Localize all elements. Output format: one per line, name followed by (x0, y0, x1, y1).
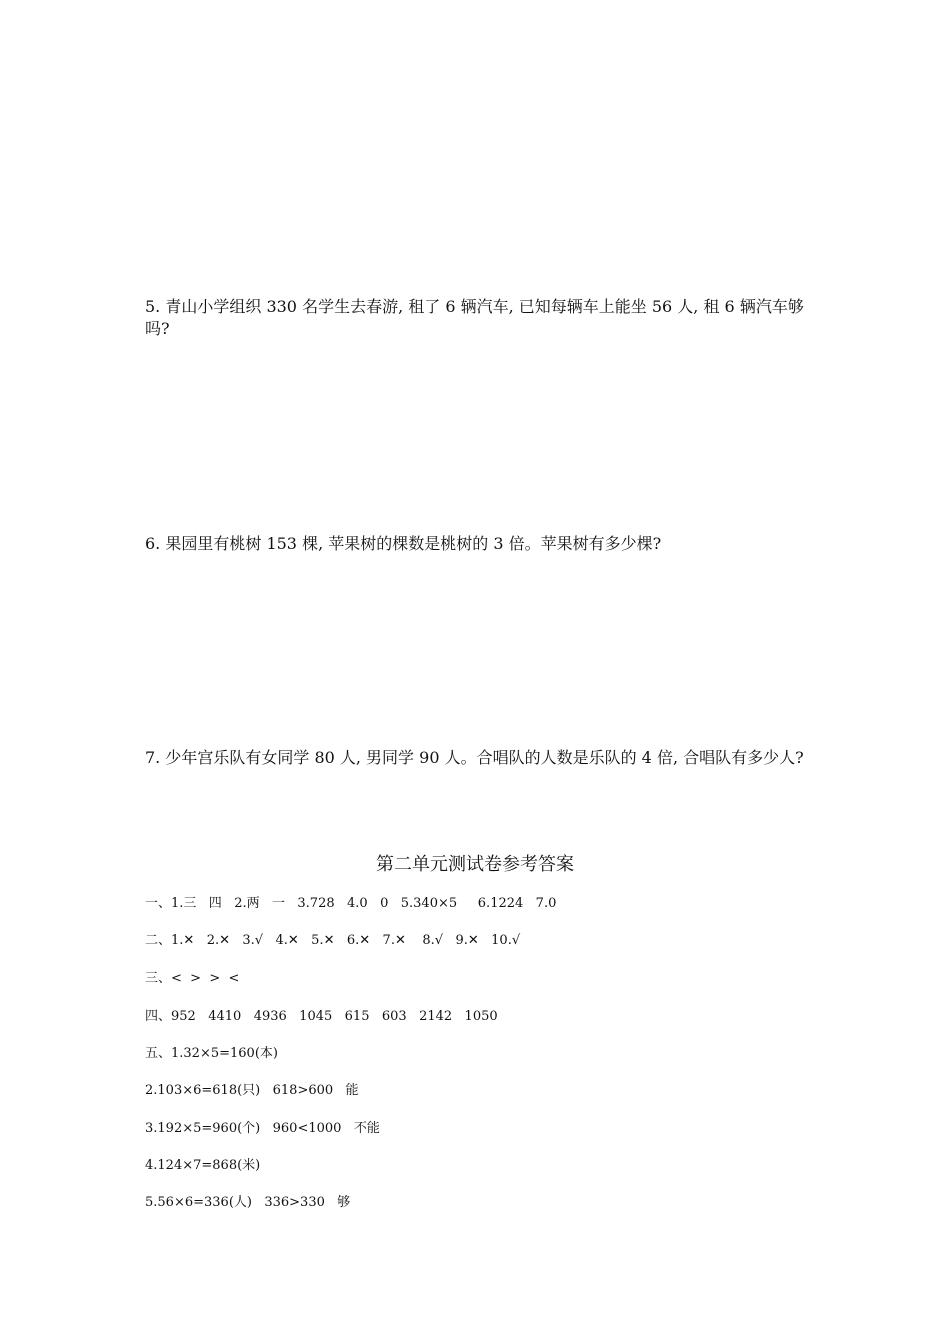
answer-line: 五、1.32×5=160(本) (145, 1046, 278, 1061)
question-7: 7. 少年宫乐队有女同学 80 人, 男同学 90 人。合唱队的人数是乐队的 4 倍, 合唱队有多少人? (145, 748, 804, 767)
answer-line: 4.124×7=868(米) (145, 1158, 261, 1173)
answer-line: 三、< > > < (145, 971, 240, 986)
answer-line: 3.192×5=960(个) 960<1000 不能 (145, 1121, 380, 1136)
answer-line: 一、1.三 四 2.两 一 3.728 4.0 0 5.340×5 6.1224 7.0 (145, 896, 557, 911)
question-6: 6. 果园里有桃树 153 棵, 苹果树的棵数是桃树的 3 倍。苹果树有多少棵? (145, 534, 662, 553)
answer-key-title: 第二单元测试卷参考答案 (376, 854, 574, 875)
answer-line: 四、952 4410 4936 1045 615 603 2142 1050 (145, 1009, 498, 1024)
answer-line: 2.103×6=618(只) 618>600 能 (145, 1083, 359, 1098)
answer-line: 二、1.✕ 2.✕ 3.√ 4.✕ 5.✕ 6.✕ 7.✕ 8.√ 9.✕ 10.√ (145, 933, 521, 948)
answer-line: 5.56×6=336(人) 336>330 够 (145, 1195, 351, 1210)
question-5: 5. 青山小学组织 330 名学生去春游, 租了 6 辆汽车, 已知每辆车上能坐 56 人, 租 6 辆汽车够吗? (145, 297, 804, 338)
